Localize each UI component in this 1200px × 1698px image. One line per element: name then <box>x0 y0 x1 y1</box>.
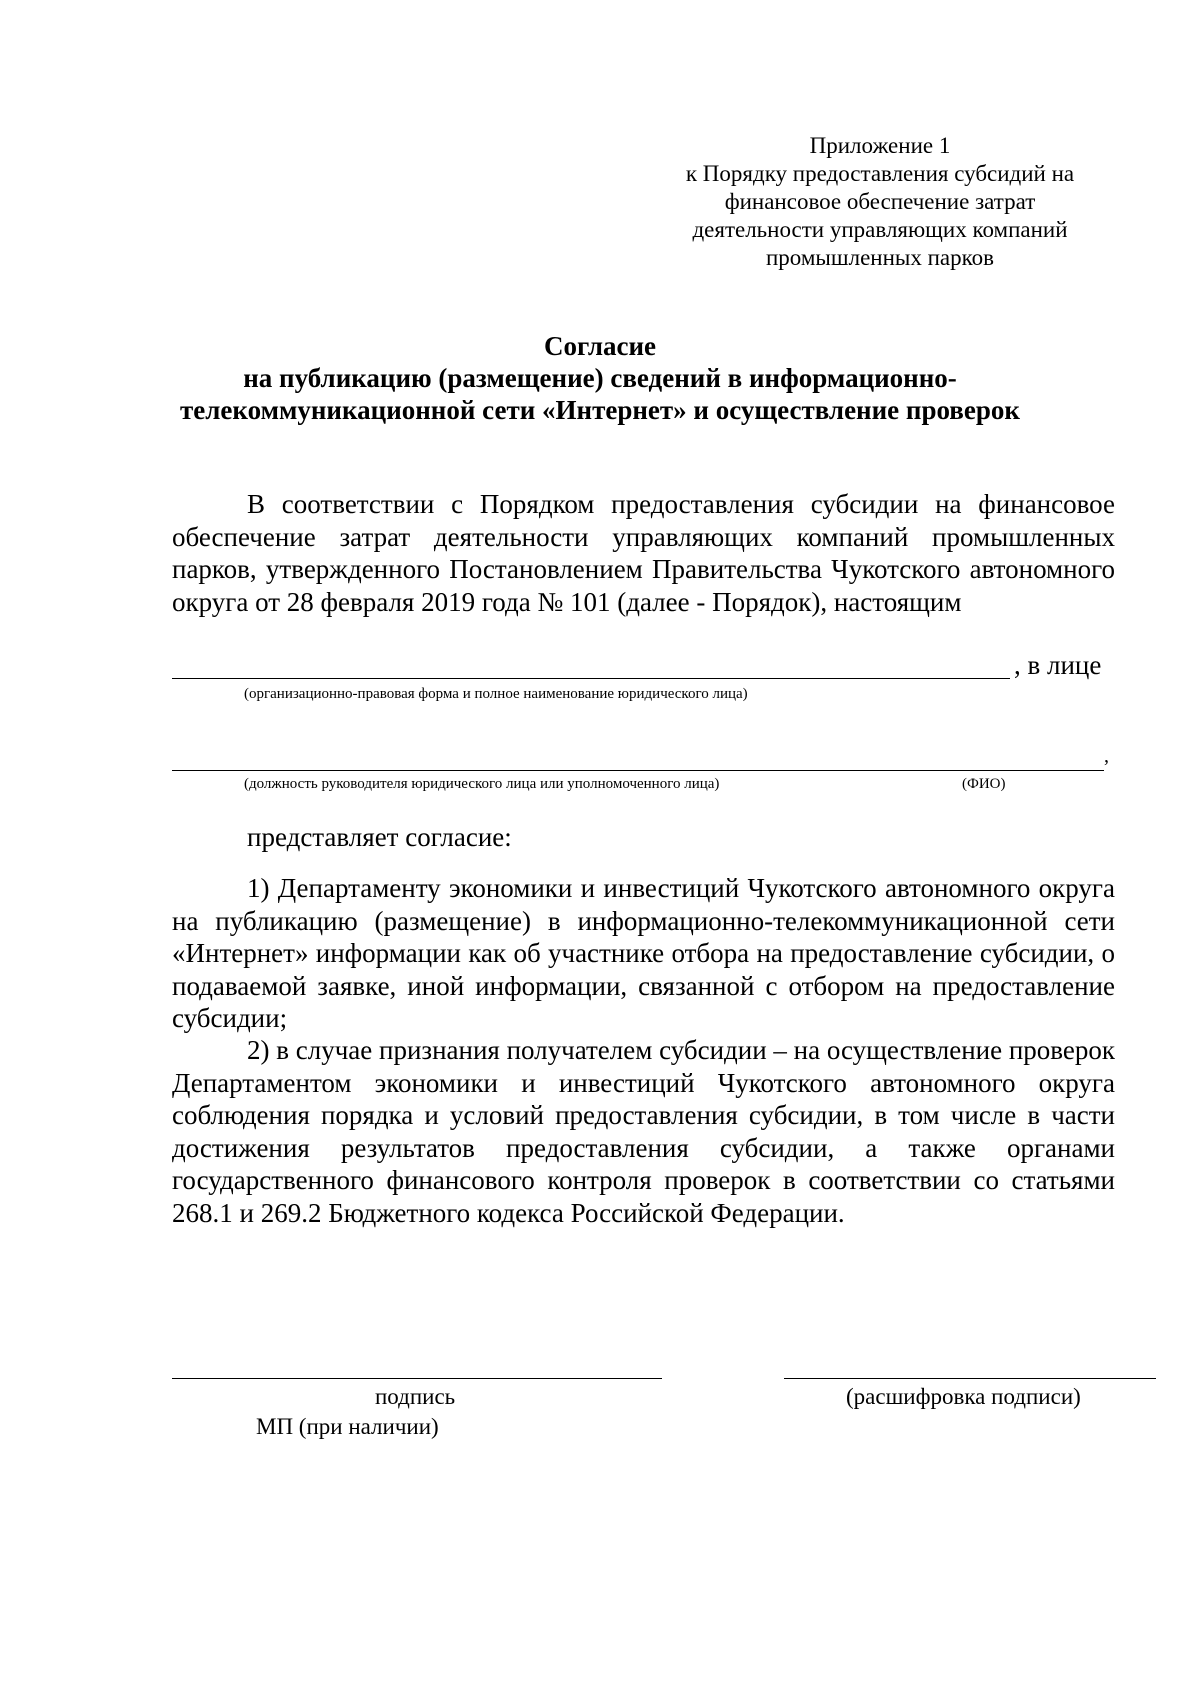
document-title <box>150 330 1050 426</box>
signature-caption: подпись <box>375 1384 456 1409</box>
intro-paragraph: В соответствии с Порядком предоставления субсидии на финансовое обеспечение затрат деятельности управляющих компаний промышленных парков, утвержденного Постановлением Правительства Чукотского автономного округа от 28 февраля 2019 года № 101 (далее - Порядок), настоящим <box>172 489 1115 617</box>
appendix-line: промышленных парков <box>766 245 994 270</box>
organization-field[interactable] <box>172 650 1115 710</box>
in-person-text: , в лице <box>1014 650 1102 680</box>
stamp-caption: МП (при наличии) <box>256 1414 439 1439</box>
representative-field[interactable] <box>172 745 1115 795</box>
consent-item-1: 1) Департаменту экономики и инвестиций Чукотского автономного округа на публикацию (размещение) в информационно-телекоммуникационной сети «Интернет» информации как об участнике отбора на предоставление субсидии, о подаваемой заявке, иной информации, связанной с отбором на предоставление субсидии; <box>172 873 1115 1033</box>
appendix-line: Приложение 1 <box>809 133 951 158</box>
appendix-line: деятельности управляющих компаний <box>692 217 1068 242</box>
organization-fill-line[interactable] <box>172 678 1010 679</box>
signature-decode-line[interactable] <box>784 1378 1156 1379</box>
organization-caption: (организационно-правовая форма и полное наименование юридического лица) <box>244 686 748 702</box>
signature-line[interactable] <box>172 1378 662 1379</box>
consent-label: представляет согласие: <box>247 822 512 852</box>
representative-fill-line[interactable] <box>172 770 1104 771</box>
signature-decode-caption: (расшифровка подписи) <box>846 1384 1081 1409</box>
position-caption: (должность руководителя юридического лица или уполномоченного лица) <box>244 776 720 792</box>
appendix-line: финансовое обеспечение затрат <box>724 189 1036 214</box>
title-line: на публикацию (размещение) сведений в информационно- <box>243 363 957 393</box>
appendix-line: к Порядку предоставления субсидий на <box>685 161 1075 186</box>
appendix-header <box>660 132 1100 272</box>
consent-item-2: 2) в случае признания получателем субсидии – на осуществление проверок Департаментом экономики и инвестиций Чукотского автономного округа соблюдения порядка и условий предоставления субсидии, в том числе в части достижения результатов предоставления субсидии, а также органами государственного финансового контроля проверок в соответствии со статьями 268.1 и 269.2 Бюджетного кодекса Российской Федерации. <box>172 1035 1115 1228</box>
title-line: Согласие <box>543 331 657 361</box>
representative-comma: , <box>1104 745 1109 767</box>
title-line: телекоммуникационной сети «Интернет» и осуществление проверок <box>180 395 1020 425</box>
fio-caption: (ФИО) <box>962 776 1006 792</box>
